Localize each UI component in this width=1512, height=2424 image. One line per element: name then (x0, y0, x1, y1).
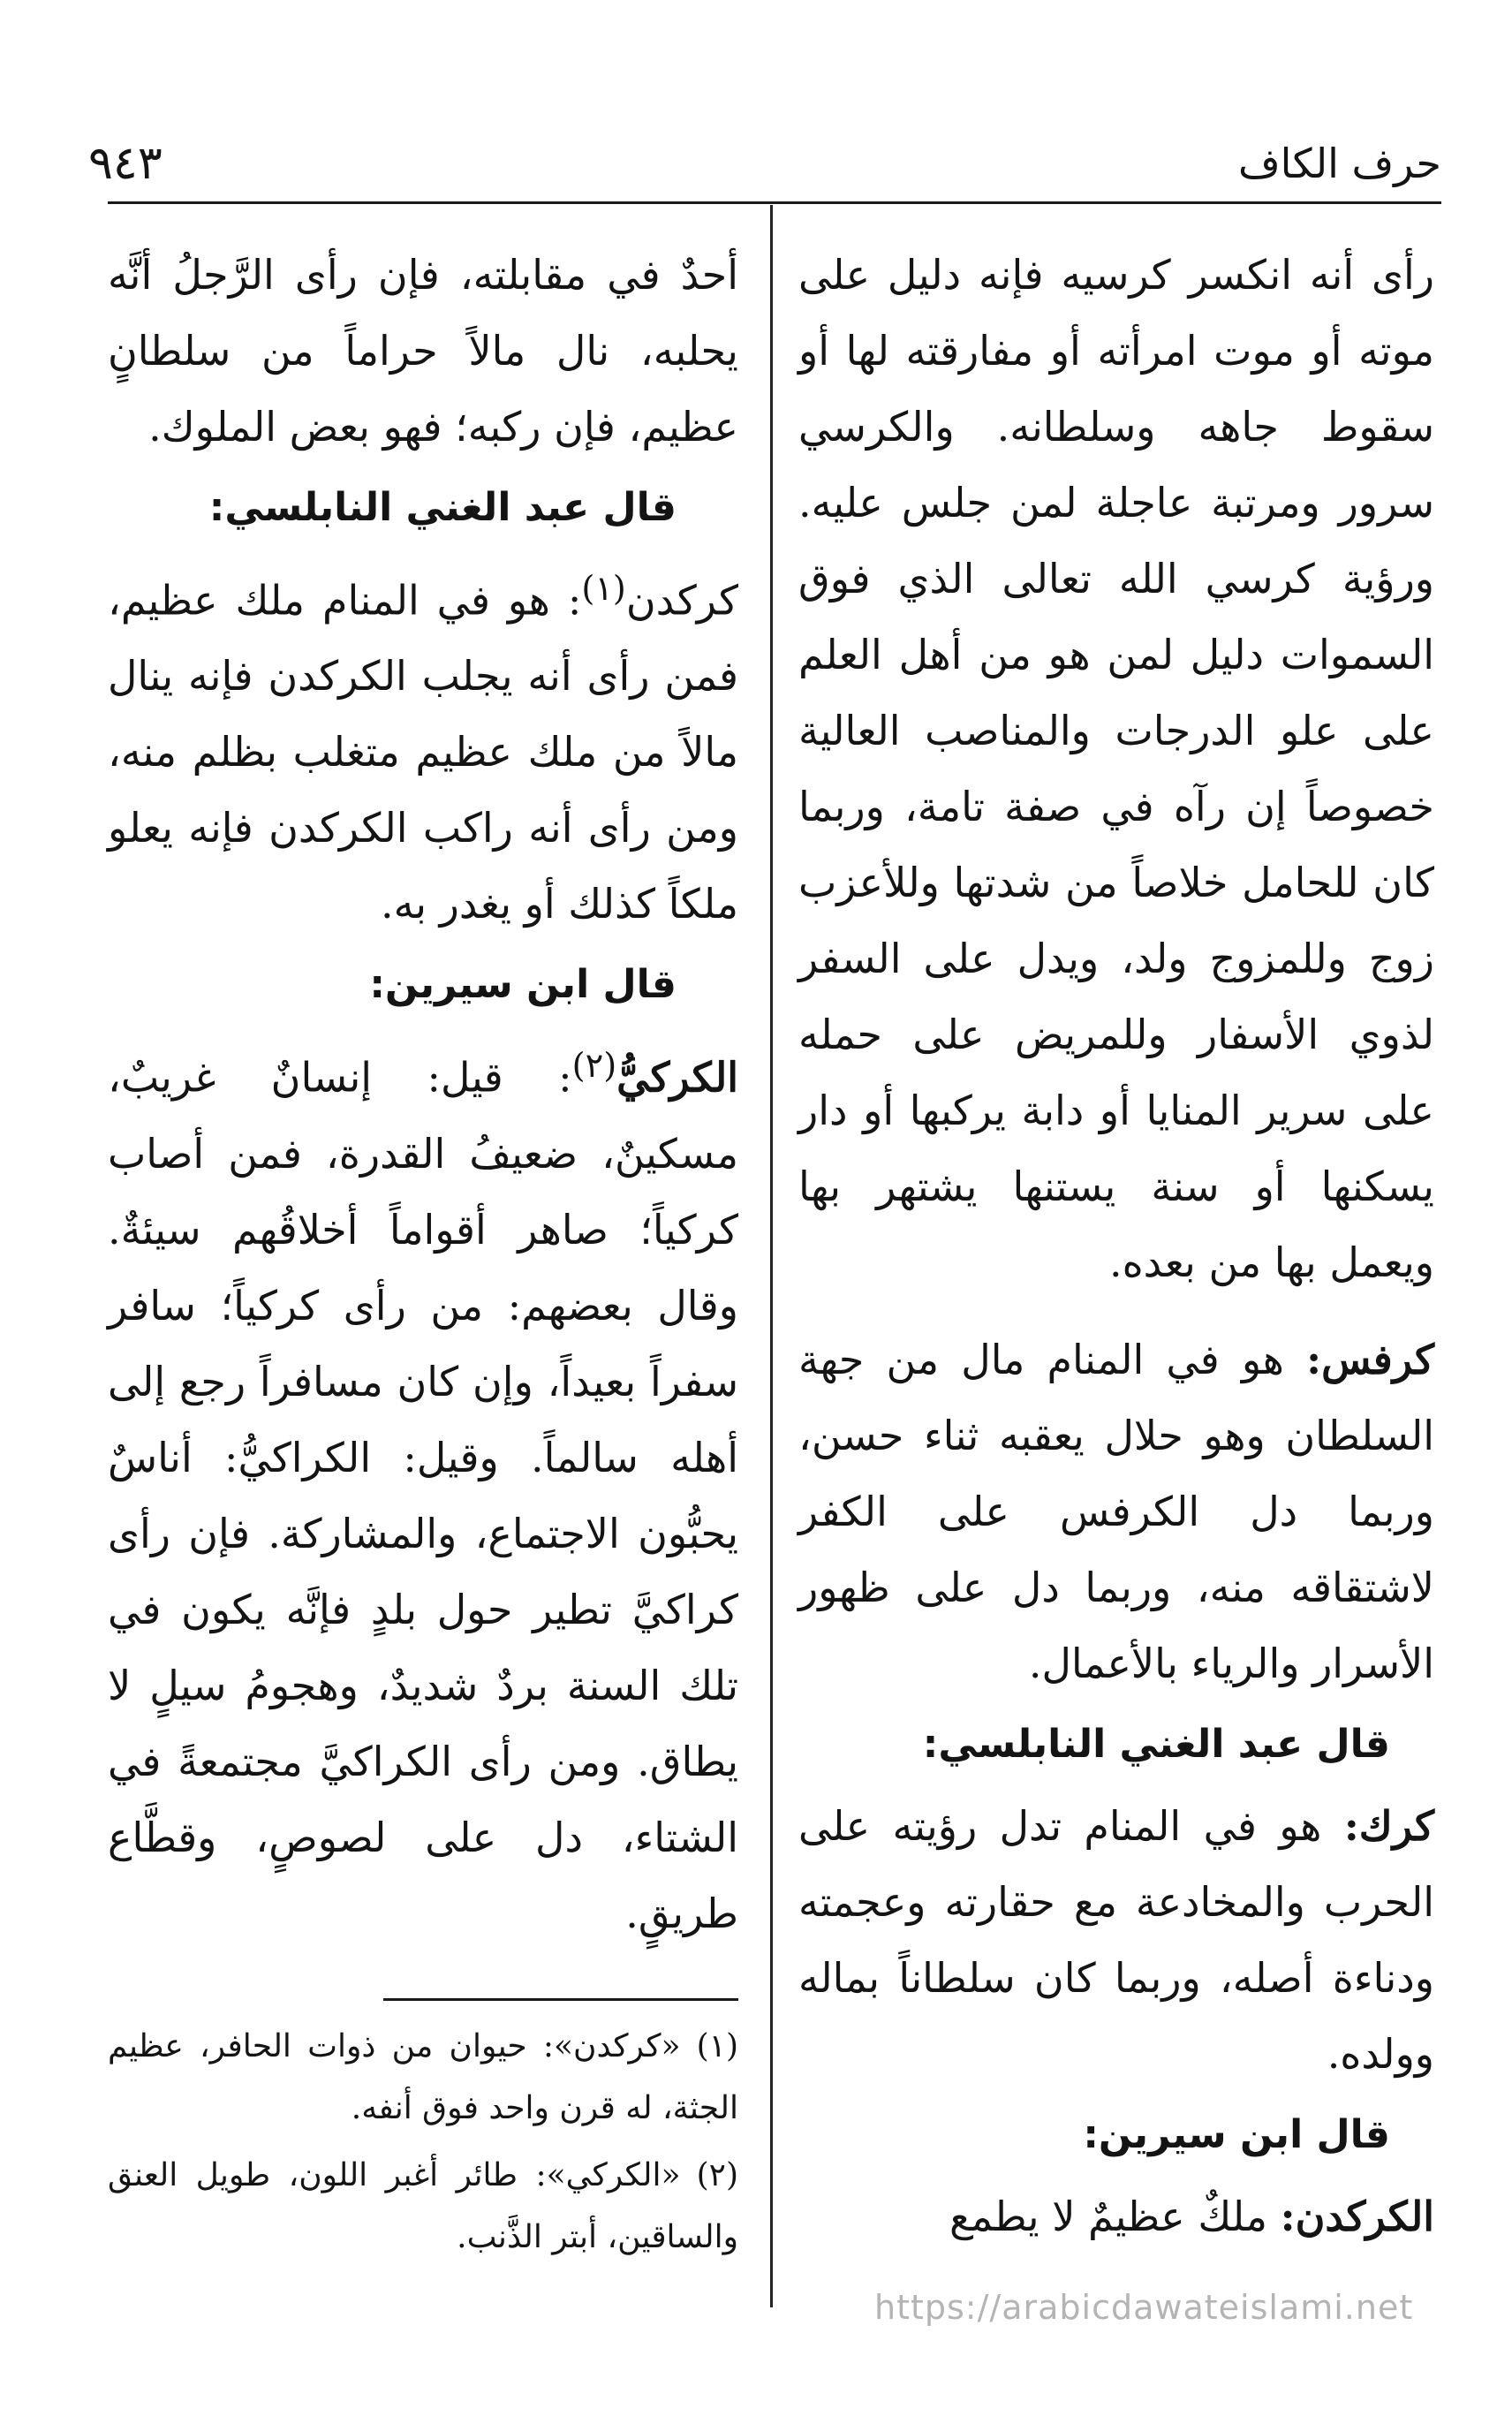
section-heading-nabulsi: قال عبد الغني النابلسي: (922, 1722, 1390, 1767)
footnote-rule (383, 1998, 738, 2001)
footnotes (108, 2016, 738, 2274)
footnote-number: (١) (696, 2028, 738, 2064)
paragraph-gap (798, 1300, 1434, 1322)
section-heading-ibn-sirin: قال ابن سيرين: (1083, 2112, 1390, 2157)
page-number: ٩٤٣ (88, 137, 163, 190)
entry-text-kark: هو في المنام تدل رؤيته على الحرب والمخادعة مع حقارته وعجمته ودناءة أصله، وربما كان سلطاناً بماله وولده. (798, 1802, 1434, 2078)
section-heading-ibn-sirin-2: قال ابن سيرين: (369, 962, 677, 1008)
section-heading-nabulsi-2: قال عبد الغني النابلسي: (208, 485, 677, 530)
entry-text-karafs: هو في المنام مال من جهة السلطان وهو حلال يعقبه ثناء حسن، وربما دل الكرفس على الكفر لاشتقاقه منه، وربما دل على ظهور الأسرار والرياء بالأعمال. (798, 1336, 1434, 1687)
header-rule (108, 201, 1441, 204)
footnote-number: (٢) (696, 2157, 738, 2193)
entry-text-karkadan: : هو في المنام ملك عظيم، فمن رأى أنه يجلب الكركدن فإنه ينال مالاً من ملك عظيم متغلب بظلم منه، ومن رأى أنه راكب الكركدن فإنه يعلو ملكاً كذلك أو يغدر به. (108, 576, 738, 928)
entry-text-kurki: : قيل: إنسانٌ غريبٌ، مسكينٌ، ضعيفُ القدرة، فمن أصاب كركياً؛ صاهر أقواماً أخلاقُهم سيئةٌ. وقال بعضهم: من رأى كركياً؛ سافر سفراً بعيداً، وإن كان مسافراً رجع إلى أهله سالماً. وقيل: الكراكيُّ: أناسٌ يحبُّون الاجتماع، والمشاركة. فإن رأى كراكيَّ تطير حول بلدٍ فإنَّه يكون في تلك السنة بردٌ شديدٌ، وهجومُ سيلٍ لا يطاق. ومن رأى الكراكيَّ مجتمعةً في الشتاء، دل على لصوصٍ، وقطَّاع طريقٍ. (108, 1053, 738, 1937)
running-title: حرف الكاف (1237, 140, 1441, 187)
footnote-text: «الكركي»: طائر أغبر اللون، طويل العنق والساقين، أبتر الذَّنب. (108, 2157, 738, 2255)
paragraph-karafs (798, 1322, 1434, 1701)
paragraph-kursi: رأى أنه انكسر كرسيه فإنه دليل على موته أو موت امرأته أو مفارقته لها أو سقوط جاهه وسلطانه. والكرسي سرور ومرتبة عاجلة لمن جلس عليه. ورؤية كرسي الله تعالى الذي فوق السموات دليل لمن هو من أهل العلم على علو الدرجات والمناصب العالية خصوصاً إن رآه في صفة تامة، وربما كان للحامل خلاصاً من شدتها وللأعزب زوج وللمزوج ولد، ويدل على السفر لذوي الأسفار وللمريض على حمله على سرير المنايا أو دابة يركبها أو دار يسكنها أو سنة يستنها يشتهر بها ويعمل بها من بعده. (798, 251, 1434, 1286)
paragraph-kark (798, 1788, 1434, 2092)
footnote-2 (108, 2145, 738, 2269)
footnote-text: «كركدن»: حيوان من ذوات الحافر، عظيم الجثة، له قرن واحد فوق أنفه. (108, 2028, 738, 2126)
running-header (88, 133, 1441, 194)
footnote-ref-1[interactable]: (١) (581, 569, 626, 609)
paragraph-continuation: أحدٌ في مقابلته، فإن رأى الرَّجلُ أنَّه يحلبه، نال مالاً حراماً من سلطانٍ عظيم، فإن ركبه؛ فهو بعض الملوك. (108, 251, 738, 451)
paragraph-karkadan (108, 551, 738, 942)
entry-term-kark: كرك: (1343, 1802, 1434, 1850)
entry-term-kurki: الكركيُّ (616, 1053, 738, 1102)
footnote-ref-2[interactable]: (٢) (571, 1046, 617, 1087)
right-column (798, 237, 1434, 2254)
column-divider (770, 205, 773, 2307)
watermark-url: https://arabicdawateislami.net (874, 2288, 1414, 2327)
entry-term-karkadan: كركدن (625, 576, 738, 625)
entry-term-karafs: كرفس: (1306, 1336, 1434, 1383)
left-column (108, 237, 738, 1951)
entry-text-karkadann: ملكٌ عظيمٌ لا يطمع (949, 2193, 1267, 2240)
paragraph-kurki (108, 1028, 738, 1951)
entry-term-karkadann: الكركدن: (1280, 2193, 1434, 2240)
footnote-1 (108, 2016, 738, 2140)
paragraph-karkadann (798, 2178, 1434, 2254)
